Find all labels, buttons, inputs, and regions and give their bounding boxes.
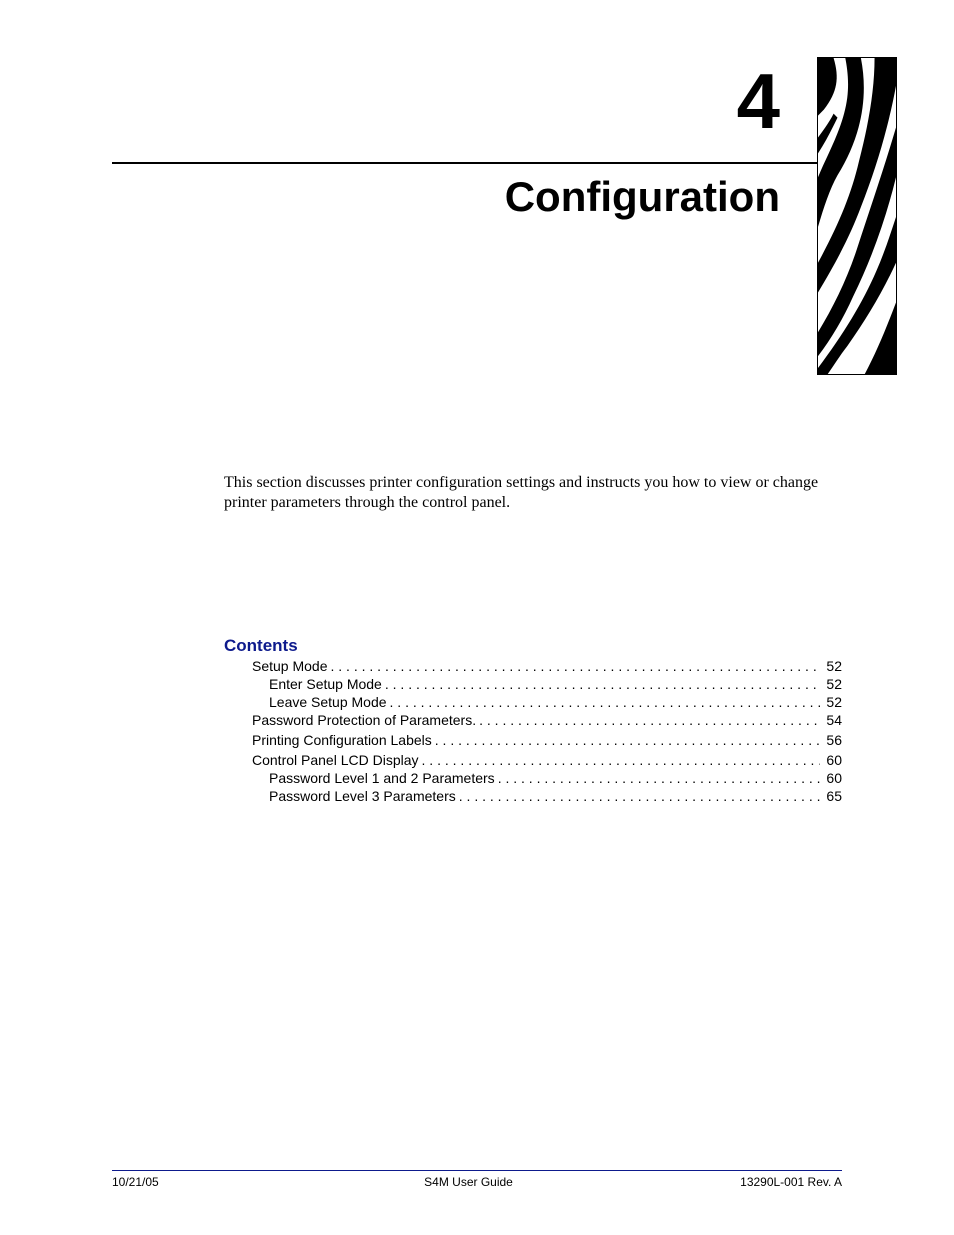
toc-entry-page: 65 [826,788,842,804]
intro-paragraph: This section discusses printer configuration settings and instructs you how to view or change printer parameters through the control panel. [224,474,819,511]
chapter-number: 4 [736,57,780,145]
toc-entry-page: 60 [826,752,842,768]
toc-entry-page: 52 [826,676,842,692]
toc-entry-title: Printing Configuration Labels [252,732,432,748]
toc-dot-leader [459,787,821,805]
toc-entry-enter-setup-mode[interactable] [224,675,842,693]
toc-entry-page: 60 [826,770,842,786]
toc-entry-page: 54 [826,712,842,728]
chapter-title: Configuration [504,173,780,220]
chapter-rule [112,162,818,164]
zebra-stripe-tab-icon [817,57,897,375]
contents-heading: Contents [224,636,298,655]
toc-dot-leader [435,731,821,749]
toc-entry-password-level-1-2[interactable] [224,769,842,787]
toc-entry-page: 52 [826,658,842,674]
toc-dot-leader [479,711,820,729]
toc-entry-title: Password Protection of Parameters. [252,712,477,728]
toc-entry-password-level-3[interactable] [224,787,842,805]
toc-dot-leader [422,751,821,769]
toc-dot-leader [498,769,821,787]
toc-entry-control-panel-lcd-display[interactable] [224,751,842,769]
toc-entry-printing-configuration-labels[interactable] [224,731,842,749]
toc-dot-leader [385,675,821,693]
table-of-contents [224,657,842,805]
footer-date: 10/21/05 [112,1175,159,1189]
footer-doc-number: 13290L-001 Rev. A [740,1175,842,1189]
footer-guide-title: S4M User Guide [424,1175,513,1189]
toc-dot-leader [390,693,821,711]
toc-entry-page: 52 [826,694,842,710]
toc-entry-title: Password Level 1 and 2 Parameters [269,770,495,786]
toc-entry-leave-setup-mode[interactable] [224,693,842,711]
toc-entry-title: Leave Setup Mode [269,694,387,710]
toc-entry-page: 56 [826,732,842,748]
toc-entry-title: Enter Setup Mode [269,676,382,692]
toc-entry-setup-mode[interactable] [224,657,842,675]
toc-entry-title: Password Level 3 Parameters [269,788,456,804]
footer-rule [112,1170,842,1171]
toc-entry-title: Setup Mode [252,658,328,674]
toc-entry-password-protection[interactable] [224,711,842,729]
toc-dot-leader [331,657,821,675]
toc-entry-title: Control Panel LCD Display [252,752,419,768]
